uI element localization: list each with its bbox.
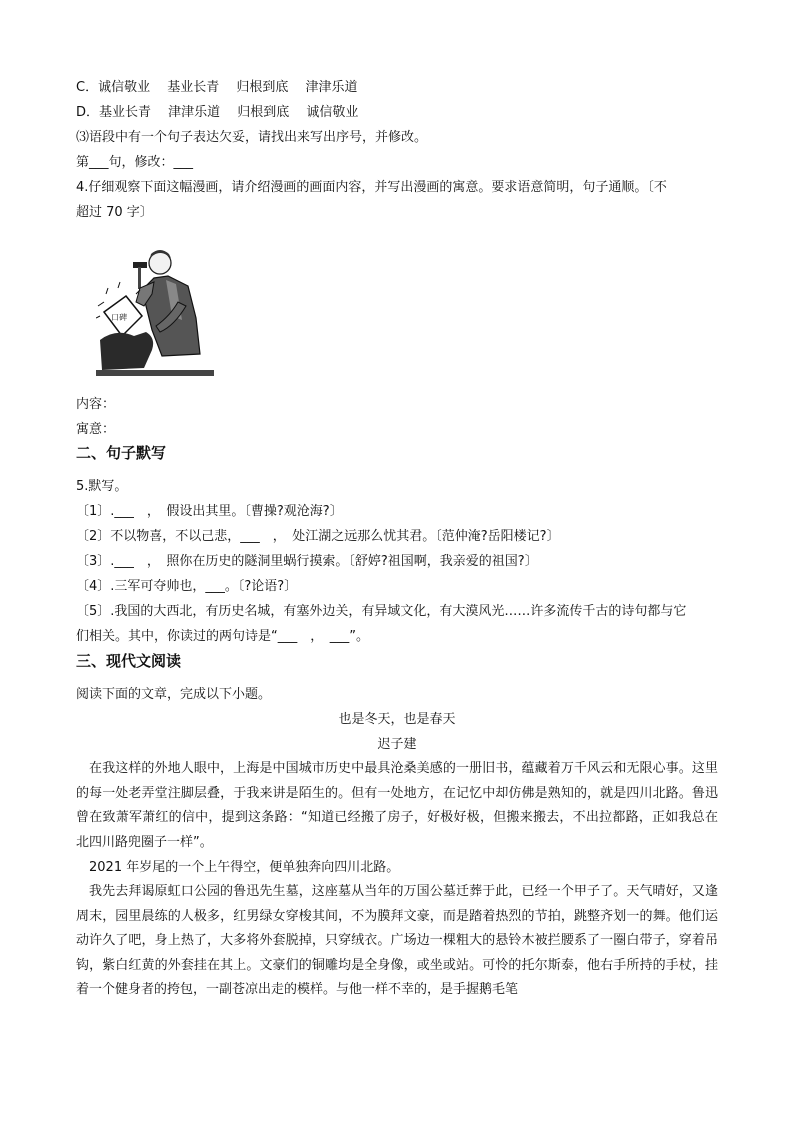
- recitation-item-1: 〔1〕.___ ， 假设出其里。〔曹操?观沧海?〕: [76, 504, 343, 519]
- article-paragraph-1: 在我这样的外地人眼中，上海是中国城市历史中最具沧桑美感的一册旧书，蕴藏着万千风云和无限心事。这里的每一处老弄堂注脚层叠，于我来讲是陌生的。但有一处地方，在记忆中却仿佛是熟知的，就是四川北路。鲁迅曾在致萧军萧红的信中，提到这条路：“知道已经搬了房子，好极好极，但搬来搬去，不出拉都路，正如我总在北四川路兜圈子一样”。: [76, 761, 718, 850]
- reading-instruction: 阅读下面的文章，完成以下小题。: [76, 687, 272, 702]
- question-4-prompt-line1: 4.仔细观察下面这幅漫画，请介绍漫画的画面内容，并写出漫画的寓意。要求语意简明，句子通顺。〔不: [76, 180, 667, 195]
- recitation-item-5-cont: 们相关。其中，你读过的两句诗是“___ ， ___”。: [76, 629, 369, 644]
- question-4-prompt-line2: 超过 70 字〕: [76, 205, 153, 220]
- anvil: [100, 332, 153, 370]
- option-d: D．基业长青 津津乐道 归根到底 诚信敬业: [76, 105, 359, 120]
- option-c: C．诚信敬业 基业长青 归根到底 津津乐道: [76, 80, 358, 95]
- question-3-sub3: ⑶语段中有一个句子表达欠妥，请找出来写出序号，并修改。: [76, 130, 428, 145]
- article-paragraph-3: 我先去拜谒原虹口公园的鲁迅先生墓，这座墓从当年的万国公墓迁葬于此，已经一个甲子了。天气晴好，又逢周末，园里晨练的人极多，红男绿女穿梭其间，不为膜拜文豪，而是踏着热烈的节拍，跳整齐划一的舞。他们运动许久了吧，身上热了，大多将外套脱掉，只穿绒衣。广场边一棵粗大的悬铃木被拦腰系了一圈白带子，穿着吊钩，紫白红黄的外套挂在其上。文豪们的铜雕均是全身像，或坐或站。可怜的托尔斯泰，他右手所持的手杖，挂着一个健身者的挎包，一副苍凉出走的模样。与他一样不幸的，是手握鹅毛笔: [76, 884, 718, 997]
- recitation-item-5: 〔5〕.我国的大西北，有历史名城，有塞外边关，有异域文化，有大漠风光……许多流传千古的诗句都与它: [76, 604, 687, 619]
- article-author: 迟子建: [377, 737, 417, 752]
- meaning-label: 寓意：: [76, 422, 116, 437]
- article-paragraph-2: 2021 年岁尾的一个上午得空，便单独奔向四川北路。: [89, 860, 400, 875]
- cartoon-sign-text: 口碑: [111, 313, 127, 322]
- recitation-item-3: 〔3〕.___ ， 照你在历史的隧洞里蜗行摸索。〔舒婷?祖国啊，我亲爱的祖国?〕: [76, 554, 538, 569]
- section-2-title: 二、句子默写: [76, 444, 167, 462]
- content-label: 内容：: [76, 397, 116, 412]
- article-title: 也是冬天，也是春天: [338, 712, 456, 727]
- question-3-answer-line: 第___句，修改：___: [76, 155, 194, 170]
- section-3-title: 三、现代文阅读: [76, 652, 182, 670]
- cartoon-illustration: [96, 246, 214, 378]
- recitation-item-2: 〔2〕不以物喜，不以己悲，___ ， 处江湖之远那么忧其君。〔范仲淹?岳阳楼记?〕: [76, 529, 560, 544]
- recitation-item-4: 〔4〕.三军可夺帅也，___。〔?论语?〕: [76, 579, 298, 594]
- question-5-title: 5.默写。: [76, 479, 128, 494]
